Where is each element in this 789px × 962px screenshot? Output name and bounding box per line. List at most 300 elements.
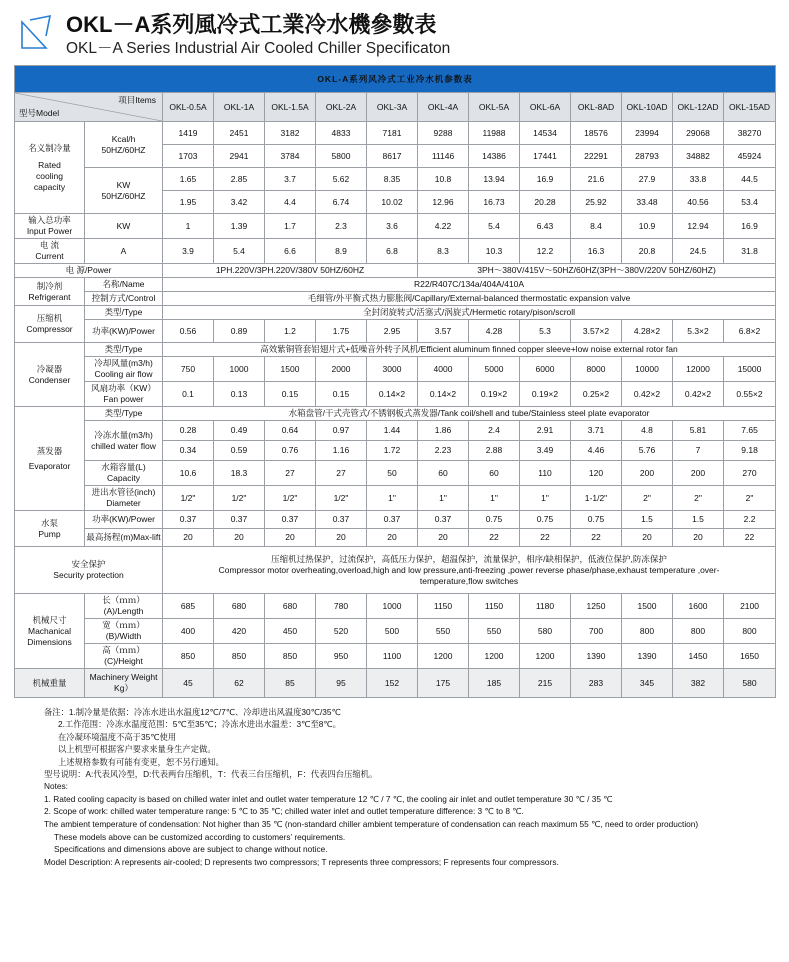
note-cn-4: 以上机型可根据客户要求来量身生产定做。: [58, 744, 216, 755]
table-banner-row: [15, 66, 776, 93]
cell: 33.8: [673, 168, 724, 191]
model-col-5: OKL-4A: [418, 93, 469, 122]
cell: 850: [163, 644, 214, 669]
cell: 24.5: [673, 239, 724, 264]
cell: 0.42×2: [673, 382, 724, 407]
cell: 110: [520, 461, 571, 486]
note-en-6: Model Description: A represents air-cooled; D represents two compressors; T represents three compressors; F represents four compressors.: [44, 856, 559, 867]
cell: 1100: [367, 644, 418, 669]
cell: 1000: [214, 357, 265, 382]
cell: 120: [571, 461, 622, 486]
cell: 12000: [673, 357, 724, 382]
cell: 53.4: [724, 191, 776, 214]
cell: 1150: [418, 594, 469, 619]
cell: 1.39: [214, 214, 265, 239]
cell: 3.9: [163, 239, 214, 264]
cell: 13.94: [469, 168, 520, 191]
cell: 16.73: [469, 191, 520, 214]
cell: 0.25×2: [571, 382, 622, 407]
label-evaporator-flow: 冷冻水量(m3/h) chilled water flow: [85, 421, 163, 461]
row-dim-height: [15, 644, 776, 669]
cell: 1.7: [265, 214, 316, 239]
cell: 5000: [469, 357, 520, 382]
specification-table: [14, 65, 776, 698]
value-condenser-type: 高效紫铜管套铝翅片式+低噪音外转子风机/Efficient aluminum finned copper sleeve+low noise external rotor fan: [163, 343, 776, 357]
cell: 1/2": [316, 486, 367, 511]
unit-current: A: [85, 239, 163, 264]
notes-section: [14, 706, 775, 868]
model-col-3: OKL-2A: [316, 93, 367, 122]
cell: 5.76: [622, 441, 673, 461]
cell: 0.75: [469, 511, 520, 529]
value-refrigerant-control: 毛细管/外平衡式热力膨胀阀/Capillary/External-balanced thermostatic expansion valve: [163, 292, 776, 306]
cell: 2.95: [367, 320, 418, 343]
cell: 0.59: [214, 441, 265, 461]
row-power-supply: [15, 264, 776, 278]
row-dim-length: [15, 594, 776, 619]
cell: 3.71: [571, 421, 622, 441]
cell: 680: [214, 594, 265, 619]
cell: 9.18: [724, 441, 776, 461]
document-header: [14, 0, 775, 65]
group-label-pump: 水泵 Pump: [15, 511, 85, 547]
cell: 1-1/2": [571, 486, 622, 511]
group-label-dimensions: 机械尺寸 Machanical Dimensions: [15, 594, 85, 669]
label-compressor-power: 功率(KW)/Power: [85, 320, 163, 343]
cell: 10.3: [469, 239, 520, 264]
page-title-cn: OKL－A系列風冷式工業冷水機參數表: [66, 12, 437, 37]
cell: 20: [622, 529, 673, 547]
cell: 2": [622, 486, 673, 511]
cell: 5.4: [469, 214, 520, 239]
cell: 21.6: [571, 168, 622, 191]
cell: 6.6: [265, 239, 316, 264]
cell: 850: [265, 644, 316, 669]
row-kw-50: [15, 168, 776, 191]
cell: 400: [163, 619, 214, 644]
label-pump-power: 功率(KW)/Power: [85, 511, 163, 529]
cell: 1": [367, 486, 418, 511]
cell: 85: [265, 669, 316, 698]
label-pump-maxlift: 最高扬程(m)Max-lift: [85, 529, 163, 547]
cell: 17441: [520, 145, 571, 168]
group-label-refrigerant: 制冷剂 Refrigerant: [15, 278, 85, 306]
power-supply-left: 1PH.220V/3PH.220V/380V 50HZ/60HZ: [163, 264, 418, 278]
cell: 800: [724, 619, 776, 644]
row-pump-power: [15, 511, 776, 529]
model-col-10: OKL-12AD: [673, 93, 724, 122]
label-condenser-airflow: 冷却风量(m3/h) Cooling air flow: [85, 357, 163, 382]
label-refrigerant-name: 名称/Name: [85, 278, 163, 292]
cell: 1150: [469, 594, 520, 619]
cell: 0.13: [214, 382, 265, 407]
cell: 6.8×2: [724, 320, 776, 343]
cell: 45924: [724, 145, 776, 168]
cell: 22: [571, 529, 622, 547]
arrow-logo-icon: [16, 10, 60, 54]
cell: 2000: [316, 357, 367, 382]
cell: 1": [469, 486, 520, 511]
cell: 1.65: [163, 168, 214, 191]
cell: 2": [673, 486, 724, 511]
cell: 20: [367, 529, 418, 547]
cell: 680: [265, 594, 316, 619]
cell: 50: [367, 461, 418, 486]
cell: 500: [367, 619, 418, 644]
value-compressor-type: 全封闭旋转式/活塞式/涡旋式/Hermetic rotary/pison/scroll: [163, 306, 776, 320]
cell: 1600: [673, 594, 724, 619]
cell: 10.8: [418, 168, 469, 191]
cell: 1390: [622, 644, 673, 669]
cell: 6.43: [520, 214, 571, 239]
cell: 23994: [622, 122, 673, 145]
model-head-left: 型号Model: [19, 108, 60, 118]
cell: 44.5: [724, 168, 776, 191]
cell: 2.2: [724, 511, 776, 529]
cell: 0.28: [163, 421, 214, 441]
cell: 420: [214, 619, 265, 644]
cell: 25.92: [571, 191, 622, 214]
group-label-input-power: 输入总功率 Input Power: [15, 214, 85, 239]
cell: 12.2: [520, 239, 571, 264]
cell: 750: [163, 357, 214, 382]
cell: 550: [418, 619, 469, 644]
cell: 0.64: [265, 421, 316, 441]
cell: 0.37: [418, 511, 469, 529]
group-label-weight: 机械重量: [15, 669, 85, 698]
cell: 0.49: [214, 421, 265, 441]
row-pump-maxlift: [15, 529, 776, 547]
cell: 1180: [520, 594, 571, 619]
cell: 0.76: [265, 441, 316, 461]
cell: 2.88: [469, 441, 520, 461]
cell: 1650: [724, 644, 776, 669]
cell: 175: [418, 669, 469, 698]
note-en-4: These models above can be customized according to customers’ requirements.: [54, 831, 346, 842]
cell: 0.34: [163, 441, 214, 461]
cell: 6000: [520, 357, 571, 382]
cell: 22: [469, 529, 520, 547]
cell: 1500: [265, 357, 316, 382]
cell: 200: [673, 461, 724, 486]
cell: 4000: [418, 357, 469, 382]
note-cn-2: 2.工作范围：冷冻水温度范围：5℃至35℃；冷冻水进出水温差：3℃至8℃。: [58, 719, 341, 730]
cell: 450: [265, 619, 316, 644]
cell: 11146: [418, 145, 469, 168]
row-condenser-type: [15, 343, 776, 357]
group-label-current: 电 流 Current: [15, 239, 85, 264]
cell: 7181: [367, 122, 418, 145]
cell: 3.57: [418, 320, 469, 343]
cell: 2941: [214, 145, 265, 168]
row-condenser-fanpower: [15, 382, 776, 407]
cell: 1.86: [418, 421, 469, 441]
cell: 1/2": [265, 486, 316, 511]
model-col-7: OKL-6A: [520, 93, 571, 122]
label-refrigerant-control: 控制方式/Control: [85, 292, 163, 306]
table-banner: OKL-A系列风冷式工业冷水机参数表: [15, 66, 776, 93]
model-col-8: OKL-8AD: [571, 93, 622, 122]
cell: 27.9: [622, 168, 673, 191]
cell: 14386: [469, 145, 520, 168]
cell: 8.35: [367, 168, 418, 191]
cell: 3.49: [520, 441, 571, 461]
model-col-2: OKL-1.5A: [265, 93, 316, 122]
row-input-power: [15, 214, 776, 239]
cell: 2451: [214, 122, 265, 145]
cell: 3784: [265, 145, 316, 168]
row-compressor-power: [15, 320, 776, 343]
cell: 20: [673, 529, 724, 547]
model-col-6: OKL-5A: [469, 93, 520, 122]
cell: 7: [673, 441, 724, 461]
cell: 6.74: [316, 191, 367, 214]
cell: 1390: [571, 644, 622, 669]
cell: 5.81: [673, 421, 724, 441]
cell: 700: [571, 619, 622, 644]
note-cn-5: 上述规格参数有可能有变更，恕不另行通知。: [58, 756, 224, 767]
cell: 3.6: [367, 214, 418, 239]
row-dim-width: [15, 619, 776, 644]
cell: 12.94: [673, 214, 724, 239]
cell: 185: [469, 669, 520, 698]
cell: 31.8: [724, 239, 776, 264]
cell: 345: [622, 669, 673, 698]
cell: 2.85: [214, 168, 265, 191]
cell: 12.96: [418, 191, 469, 214]
cell: 580: [520, 619, 571, 644]
cell: 0.56: [163, 320, 214, 343]
cell: 4.28: [469, 320, 520, 343]
cell: 1.5: [673, 511, 724, 529]
cell: 800: [673, 619, 724, 644]
cell: 8.4: [571, 214, 622, 239]
cell: 1/2": [214, 486, 265, 511]
cell: 0.89: [214, 320, 265, 343]
cell: 1250: [571, 594, 622, 619]
cell: 22: [520, 529, 571, 547]
cell: 0.75: [571, 511, 622, 529]
model-col-0: OKL-0.5A: [163, 93, 214, 122]
cell: 3182: [265, 122, 316, 145]
value-refrigerant-name: R22/R407C/134a/404A/410A: [163, 278, 776, 292]
cell: 4.22: [418, 214, 469, 239]
cell: 780: [316, 594, 367, 619]
row-kcal-50: [15, 122, 776, 145]
cell: 45: [163, 669, 214, 698]
cell: 0.14×2: [418, 382, 469, 407]
cell: 16.9: [520, 168, 571, 191]
group-label-compressor: 压缩机 Compressor: [15, 306, 85, 343]
label-dim-height: 高（ｍｍ）(C)/Height: [85, 644, 163, 669]
cell: 0.37: [163, 511, 214, 529]
cell: 20: [163, 529, 214, 547]
cell: 3000: [367, 357, 418, 382]
cell: 3.57×2: [571, 320, 622, 343]
cell: 60: [469, 461, 520, 486]
cell: 3.42: [214, 191, 265, 214]
cell: 18576: [571, 122, 622, 145]
cell: 2.4: [469, 421, 520, 441]
cell: 5.4: [214, 239, 265, 264]
cell: 1000: [367, 594, 418, 619]
security-line-cn: 压缩机过热保护，过流保护，高低压力保护，超温保护，流量保护，相序/缺相保护，低液位保护,防冻保护: [271, 553, 667, 564]
label-evaporator-diameter: 进出水管径(inch) Diameter: [85, 486, 163, 511]
cell: 20: [265, 529, 316, 547]
cell: 95: [316, 669, 367, 698]
note-en-5: Specifications and dimensions above are subject to change without notice.: [54, 844, 328, 855]
cell: 28793: [622, 145, 673, 168]
cell: 1": [418, 486, 469, 511]
cell: 5.62: [316, 168, 367, 191]
row-evaporator-flow-a: [15, 421, 776, 441]
cell: 14534: [520, 122, 571, 145]
security-line-en-1: Compressor motor overheating,overload,high and low pressure,anti-freezing ,power reverse phase/phase,exhaust temperature ,over-: [218, 564, 720, 575]
cell: 4.4: [265, 191, 316, 214]
unit-kcal: Kcal/h 50HZ/60HZ: [85, 122, 163, 168]
cell: 2100: [724, 594, 776, 619]
cell: 0.37: [214, 511, 265, 529]
cell: 5.3×2: [673, 320, 724, 343]
row-compressor-type: [15, 306, 776, 320]
cell: 8617: [367, 145, 418, 168]
cell: 1.16: [316, 441, 367, 461]
cell: 0.15: [316, 382, 367, 407]
cell: 1703: [163, 145, 214, 168]
label-weight-unit: Machinery Weight Kg）: [85, 669, 163, 698]
label-condenser-type: 类型/Type: [85, 343, 163, 357]
cell: 0.14×2: [367, 382, 418, 407]
cell: 16.9: [724, 214, 776, 239]
cell: 40.56: [673, 191, 724, 214]
row-refrigerant-name: [15, 278, 776, 292]
cell: 2": [724, 486, 776, 511]
value-evaporator-type: 水箱盘管/干式壳管式/不锈钢板式蒸发器/Tank coil/shell and tube/Stainless steel plate evaporator: [163, 407, 776, 421]
cell: 2.91: [520, 421, 571, 441]
cell: 6.8: [367, 239, 418, 264]
label-dim-length: 长（ｍｍ）(A)/Length: [85, 594, 163, 619]
cell: 1.72: [367, 441, 418, 461]
cell: 62: [214, 669, 265, 698]
cell: 10.6: [163, 461, 214, 486]
cell: 1200: [469, 644, 520, 669]
cell: 8000: [571, 357, 622, 382]
cell: 1.2: [265, 320, 316, 343]
cell: 38270: [724, 122, 776, 145]
cell: 850: [214, 644, 265, 669]
cell: 0.97: [316, 421, 367, 441]
cell: 152: [367, 669, 418, 698]
cell: 0.37: [316, 511, 367, 529]
cell: 18.3: [214, 461, 265, 486]
cell: 0.55×2: [724, 382, 776, 407]
cell: 1": [520, 486, 571, 511]
row-condenser-airflow: [15, 357, 776, 382]
cell: 34882: [673, 145, 724, 168]
cell: 1.44: [367, 421, 418, 441]
model-col-4: OKL-3A: [367, 93, 418, 122]
cell: 9288: [418, 122, 469, 145]
cell: 0.75: [520, 511, 571, 529]
label-dim-width: 宽（ｍｍ）(B)/Width: [85, 619, 163, 644]
cell: 580: [724, 669, 776, 698]
cell: 1: [163, 214, 214, 239]
page-title-en: OKL－A Series Industrial Air Cooled Chiller Specificaton: [66, 40, 451, 57]
label-compressor-type: 类型/Type: [85, 306, 163, 320]
cell: 1450: [673, 644, 724, 669]
row-evaporator-type: [15, 407, 776, 421]
note-en-3: The ambient temperature of condensation: Not higher than 35 ℃ (non-standard chiller ambient temperature of condensation can reach maximum 55 ℃, need to order production): [44, 819, 699, 830]
security-line-en-2: temperature,flow switches: [419, 575, 519, 586]
label-evaporator-type: 类型/Type: [85, 407, 163, 421]
cell: 4833: [316, 122, 367, 145]
cell: 283: [571, 669, 622, 698]
cell: 4.46: [571, 441, 622, 461]
cell: 0.42×2: [622, 382, 673, 407]
note-cn-6: 型号说明：A:代表风冷型，D:代表两台压缩机，T：代表三台压缩机，F：代表四台压缩机。: [44, 769, 378, 780]
unit-input-power: KW: [85, 214, 163, 239]
cell: 550: [469, 619, 520, 644]
row-weight: [15, 669, 776, 698]
model-col-9: OKL-10AD: [622, 93, 673, 122]
model-col-1: OKL-1A: [214, 93, 265, 122]
cell: 20.28: [520, 191, 571, 214]
cell: 1.5: [622, 511, 673, 529]
group-label-rated-cooling: 名义制冷量 Rated cooling capacity: [15, 122, 85, 214]
cell: 0.37: [367, 511, 418, 529]
cell: 4.8: [622, 421, 673, 441]
cell: 1200: [520, 644, 571, 669]
label-condenser-fanpower: 风扇功率（KW） Fan power: [85, 382, 163, 407]
cell: 1.75: [316, 320, 367, 343]
cell: 8.3: [418, 239, 469, 264]
cell: 11988: [469, 122, 520, 145]
cell: 0.37: [265, 511, 316, 529]
notes-en-title: Notes:: [44, 781, 68, 792]
cell: 15000: [724, 357, 776, 382]
cell: 10.9: [622, 214, 673, 239]
cell: 16.3: [571, 239, 622, 264]
cell: 2.3: [316, 214, 367, 239]
cell: 215: [520, 669, 571, 698]
unit-kw: KW 50HZ/60HZ: [85, 168, 163, 214]
cell: 0.19×2: [520, 382, 571, 407]
cell: 27: [265, 461, 316, 486]
group-label-evaporator: 蒸发器 Evaporator: [15, 407, 85, 511]
cell: 520: [316, 619, 367, 644]
group-label-condenser: 冷凝器 Condenser: [15, 343, 85, 407]
cell: 20.8: [622, 239, 673, 264]
model-head-right: 项目Items: [118, 95, 156, 105]
cell: 200: [622, 461, 673, 486]
cell: 270: [724, 461, 776, 486]
cell: 1419: [163, 122, 214, 145]
label-evaporator-capacity: 水箱容量(L) Capacity: [85, 461, 163, 486]
cell: 0.19×2: [469, 382, 520, 407]
cell: 20: [214, 529, 265, 547]
table-header-row: [15, 93, 776, 122]
model-col-11: OKL-15AD: [724, 93, 776, 122]
label-power-supply: 电 源/Power: [15, 264, 163, 278]
power-supply-right: 3PH～380V/415V～50HZ/60HZ(3PH～380V/220V 50HZ/60HZ): [418, 264, 776, 278]
row-current: [15, 239, 776, 264]
cell: 1/2": [163, 486, 214, 511]
row-refrigerant-control: [15, 292, 776, 306]
cell: 10000: [622, 357, 673, 382]
cell: 33.48: [622, 191, 673, 214]
cell: 1200: [418, 644, 469, 669]
cell: 7.65: [724, 421, 776, 441]
